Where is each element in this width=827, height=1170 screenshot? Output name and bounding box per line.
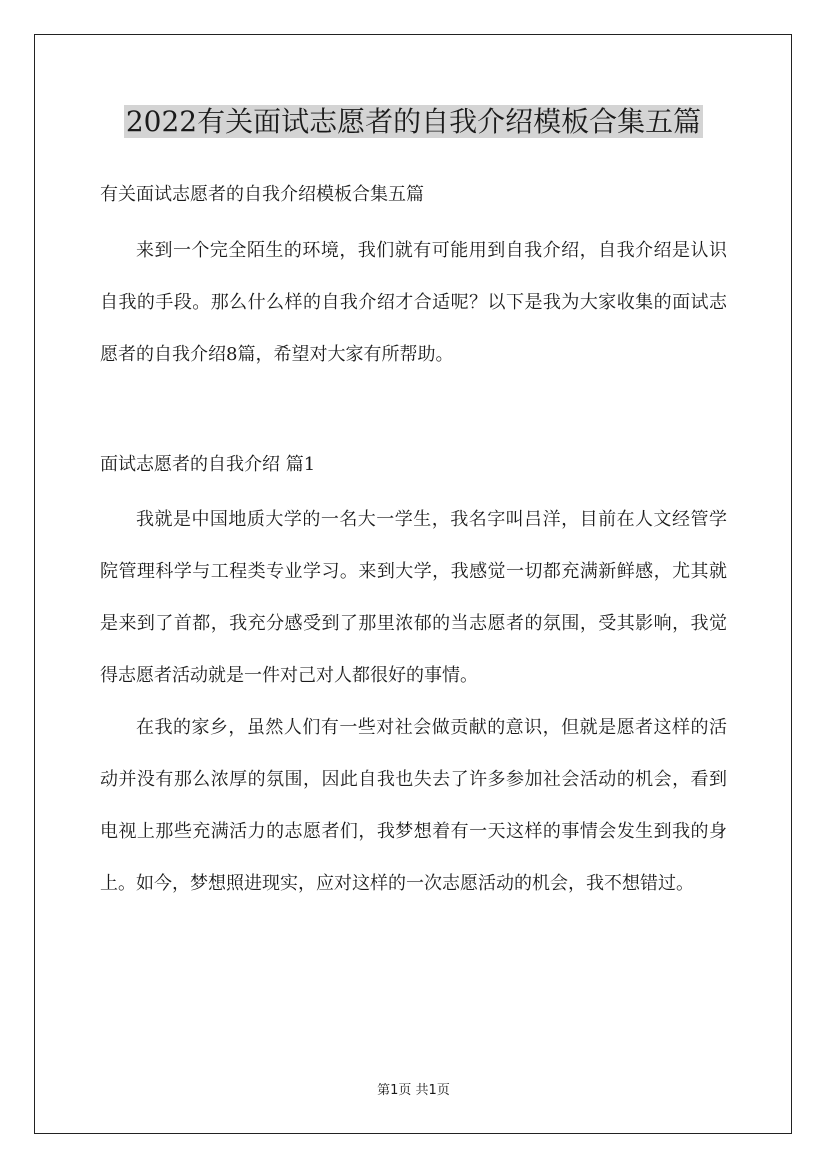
body-paragraph: 我就是中国地质大学的一名大一学生，我名字叫吕洋，目前在人文经管学院管理科学与工程类专业学习。来到大学，我感觉一切都充满新鲜感，尤其就是来到了首都，我充分感受到了那里浓郁的当志愿者的氛围，受其影响，我觉得志愿者活动就是一件对己对人都很好的事情。 [100, 509, 727, 686]
section-heading: 面试志愿者的自我介绍 篇1 [100, 454, 316, 475]
document-subtitle: 有关面试志愿者的自我介绍模板合集五篇 [100, 184, 424, 205]
section-body [100, 494, 727, 910]
document-title-text: 2022有关面试志愿者的自我介绍模板合集五篇 [125, 105, 702, 138]
document-title [0, 100, 827, 144]
page-footer: 第1页 共1页 [377, 1083, 450, 1098]
intro-paragraph: 来到一个完全陌生的环境，我们就有可能用到自我介绍，自我介绍是认识自我的手段。那么什么样的自我介绍才合适呢？以下是我为大家收集的面试志愿者的自我介绍8篇，希望对大家有所帮助。 [100, 240, 727, 365]
intro-section [100, 225, 727, 381]
body-paragraph: 在我的家乡，虽然人们有一些对社会做贡献的意识，但就是愿者这样的活动并没有那么浓厚的氛围，因此自我也失去了许多参加社会活动的机会，看到电视上那些充满活力的志愿者们，我梦想着有一天这样的事情会发生到我的身上。如今，梦想照进现实，应对这样的一次志愿活动的机会，我不想错过。 [100, 717, 727, 894]
